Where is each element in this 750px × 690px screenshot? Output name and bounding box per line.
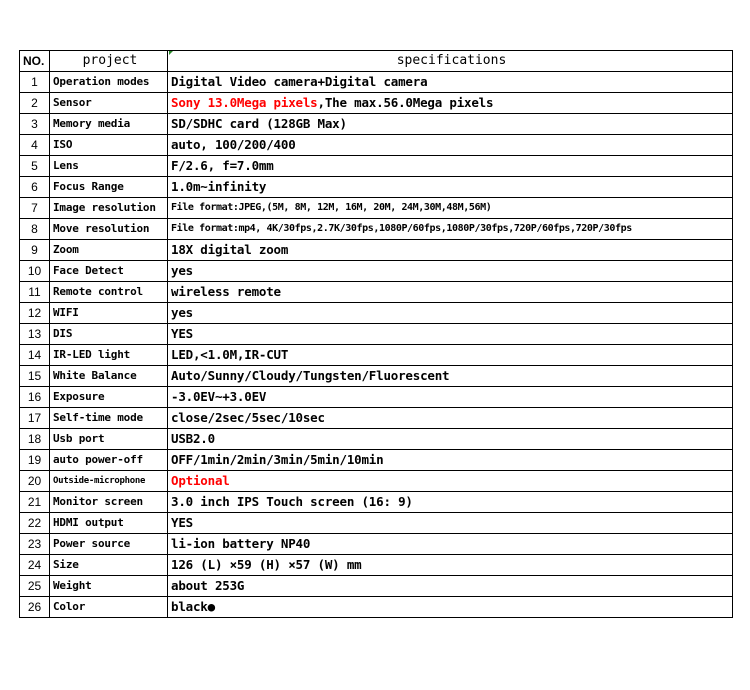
spec-text: li-ion battery NP40 — [171, 536, 311, 551]
table-row — [20, 93, 733, 114]
row-project: ISO — [50, 135, 168, 156]
table-row — [20, 471, 733, 492]
spec-text: SD/SDHC card (128GB Max) — [171, 116, 347, 131]
row-number: 13 — [20, 324, 50, 345]
spec-text: Digital Video camera+Digital camera — [171, 74, 428, 89]
row-project: Remote control — [50, 282, 168, 303]
row-project: Power source — [50, 534, 168, 555]
row-specification — [168, 114, 733, 135]
row-project: IR-LED light — [50, 345, 168, 366]
row-number: 24 — [20, 555, 50, 576]
table-row — [20, 513, 733, 534]
table-row — [20, 324, 733, 345]
table-row — [20, 429, 733, 450]
row-number: 3 — [20, 114, 50, 135]
spec-text: File format:JPEG,(5M, 8M, 12M, 16M, 20M, 24M,30M,48M,56M) — [171, 202, 492, 213]
table-row — [20, 114, 733, 135]
spec-text: YES — [171, 326, 193, 341]
row-number: 11 — [20, 282, 50, 303]
row-project: Monitor screen — [50, 492, 168, 513]
spec-text: yes — [171, 263, 193, 278]
row-project: Weight — [50, 576, 168, 597]
table-row — [20, 576, 733, 597]
row-specification — [168, 303, 733, 324]
row-specification — [168, 408, 733, 429]
row-specification — [168, 429, 733, 450]
row-number: 26 — [20, 597, 50, 618]
row-project: Focus Range — [50, 177, 168, 198]
table-row — [20, 177, 733, 198]
row-number: 21 — [20, 492, 50, 513]
row-specification — [168, 597, 733, 618]
table-row — [20, 72, 733, 93]
row-specification — [168, 345, 733, 366]
table-row — [20, 366, 733, 387]
row-project: Sensor — [50, 93, 168, 114]
row-project: Self-time mode — [50, 408, 168, 429]
row-number: 12 — [20, 303, 50, 324]
row-project: Operation modes — [50, 72, 168, 93]
row-number: 9 — [20, 240, 50, 261]
table-row — [20, 240, 733, 261]
table-row — [20, 303, 733, 324]
row-specification — [168, 72, 733, 93]
row-number: 23 — [20, 534, 50, 555]
row-project: White Balance — [50, 366, 168, 387]
spec-text: ,The max.56.0Mega pixels — [317, 95, 494, 110]
row-number: 2 — [20, 93, 50, 114]
row-number: 20 — [20, 471, 50, 492]
table-row — [20, 408, 733, 429]
row-specification — [168, 198, 733, 219]
row-project: Memory media — [50, 114, 168, 135]
highlighted-spec: Optional — [171, 473, 230, 488]
row-specification — [168, 93, 733, 114]
row-project: Move resolution — [50, 219, 168, 240]
row-specification — [168, 450, 733, 471]
highlighted-spec: Sony 13.0Mega pixels — [171, 95, 318, 110]
table-row — [20, 261, 733, 282]
table-row — [20, 492, 733, 513]
spec-text: 18X digital zoom — [171, 242, 289, 257]
table-row — [20, 156, 733, 177]
row-project: Usb port — [50, 429, 168, 450]
row-project: Exposure — [50, 387, 168, 408]
row-number: 10 — [20, 261, 50, 282]
spec-text: black● — [171, 599, 215, 614]
spec-text: close/2sec/5sec/10sec — [171, 410, 325, 425]
spec-text: F/2.6, f=7.0mm — [171, 158, 274, 173]
header-specifications: specifications — [168, 51, 733, 72]
spec-text: auto, 100/200/400 — [171, 137, 296, 152]
row-number: 19 — [20, 450, 50, 471]
table-row — [20, 555, 733, 576]
row-number: 16 — [20, 387, 50, 408]
row-project: Lens — [50, 156, 168, 177]
spec-text: YES — [171, 515, 193, 530]
row-specification — [168, 219, 733, 240]
spec-text: File format:mp4, 4K/30fps,2.7K/30fps,1080P/60fps,1080P/30fps,720P/60fps,720P/30fps — [171, 223, 632, 234]
row-number: 25 — [20, 576, 50, 597]
row-project: Face Detect — [50, 261, 168, 282]
row-specification — [168, 387, 733, 408]
row-specification — [168, 366, 733, 387]
specification-table — [19, 50, 733, 618]
table-row — [20, 282, 733, 303]
row-specification — [168, 513, 733, 534]
row-number: 7 — [20, 198, 50, 219]
table-row — [20, 387, 733, 408]
header-project: project — [50, 51, 168, 72]
table-row — [20, 219, 733, 240]
row-specification — [168, 135, 733, 156]
row-specification — [168, 555, 733, 576]
table-row — [20, 597, 733, 618]
row-specification — [168, 177, 733, 198]
spec-text: -3.0EV~+3.0EV — [171, 389, 267, 404]
table-row — [20, 198, 733, 219]
row-specification — [168, 471, 733, 492]
spec-text: 1.0m~infinity — [171, 179, 267, 194]
row-specification — [168, 324, 733, 345]
row-number: 8 — [20, 219, 50, 240]
row-specification — [168, 156, 733, 177]
row-number: 5 — [20, 156, 50, 177]
spec-text: LED,<1.0M,IR-CUT — [171, 347, 289, 362]
row-project: Color — [50, 597, 168, 618]
table-row — [20, 450, 733, 471]
row-number: 1 — [20, 72, 50, 93]
header-no: NO. — [20, 51, 50, 72]
row-specification — [168, 534, 733, 555]
row-number: 18 — [20, 429, 50, 450]
spec-text: wireless remote — [171, 284, 281, 299]
row-project: Outside-microphone — [50, 471, 168, 492]
spec-text: USB2.0 — [171, 431, 215, 446]
row-specification — [168, 261, 733, 282]
row-number: 14 — [20, 345, 50, 366]
row-specification — [168, 576, 733, 597]
spec-text: 3.0 inch IPS Touch screen (16: 9) — [171, 494, 413, 509]
table-row — [20, 135, 733, 156]
table-row — [20, 534, 733, 555]
spec-text: about 253G — [171, 578, 245, 593]
row-number: 22 — [20, 513, 50, 534]
spec-text: 126 (L) ×59 (H) ×57 (W) mm — [171, 557, 362, 572]
row-number: 15 — [20, 366, 50, 387]
row-number: 17 — [20, 408, 50, 429]
spec-text: OFF/1min/2min/3min/5min/10min — [171, 452, 384, 467]
row-number: 6 — [20, 177, 50, 198]
row-specification — [168, 492, 733, 513]
row-project: auto power-off — [50, 450, 168, 471]
row-specification — [168, 240, 733, 261]
spec-text: Auto/Sunny/Cloudy/Tungsten/Fluorescent — [171, 368, 450, 383]
row-number: 4 — [20, 135, 50, 156]
spec-text: yes — [171, 305, 193, 320]
row-specification — [168, 282, 733, 303]
row-project: Image resolution — [50, 198, 168, 219]
table-row — [20, 345, 733, 366]
row-project: WIFI — [50, 303, 168, 324]
row-project: DIS — [50, 324, 168, 345]
row-project: Zoom — [50, 240, 168, 261]
table-header-row — [20, 51, 733, 72]
row-project: Size — [50, 555, 168, 576]
cell-mark-icon — [169, 51, 173, 55]
row-project: HDMI output — [50, 513, 168, 534]
